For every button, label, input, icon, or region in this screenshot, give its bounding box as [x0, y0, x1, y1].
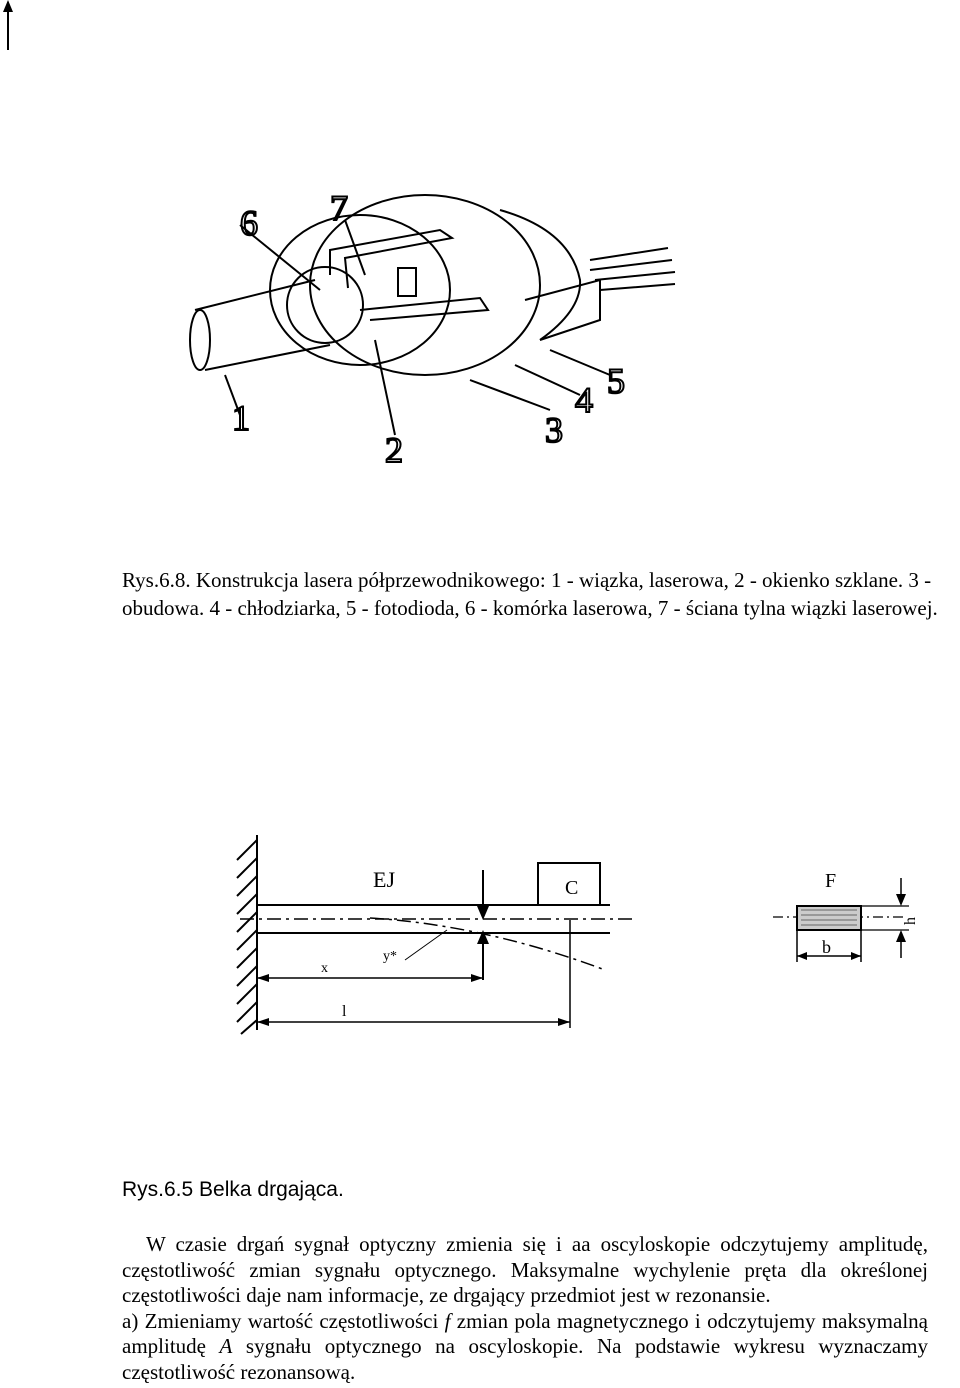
figure-caption-beam: Rys.6.5 Belka drgająca.: [122, 1178, 344, 1201]
label-b: b: [822, 937, 831, 957]
label-f: F: [825, 870, 837, 892]
paragraph-2-end: sygnału optycznego na oscyloskopie. Na podstawie wykresu wyznaczamy częstotliwość rezonansową.: [122, 1334, 928, 1384]
body-text: [122, 1232, 928, 1385]
label-h: h: [902, 917, 919, 925]
paragraph-2-mid: zmian pola magnetycznego i odczytujemy maksymalną amplitudę: [122, 1308, 928, 1358]
label-y: y*: [383, 949, 397, 964]
symbol-a: A: [219, 1334, 233, 1358]
vibrating-beam-figure: [225, 830, 945, 1035]
laser-construction-figure: [170, 180, 690, 470]
callout-7: 7: [330, 188, 348, 228]
callout-1: 1: [232, 398, 250, 438]
window-circle: [287, 267, 363, 343]
label-c: C: [565, 877, 579, 899]
label-x: x: [321, 961, 328, 976]
margin-arrow-icon: [0, 0, 20, 60]
callout-3: 3: [545, 410, 563, 450]
bracket: [330, 230, 452, 288]
beam-end: [190, 310, 210, 370]
callout-6: 6: [240, 203, 258, 243]
leads: [590, 248, 675, 290]
callout-4: 4: [575, 380, 593, 420]
figure-caption-laser: Rys.6.8. Konstrukcja lasera półprzewodnikowego: 1 - wiązka, laserowa, 2 - okienko szklane. 3 - obudowa. 4 - chłodziarka, 5 - fotodioda, 6 - komórka laserowa, 7 - ściana tylna wiązki laserowej.: [122, 568, 938, 620]
callout-5: 5: [607, 361, 625, 401]
paragraph-1: W czasie drgań sygnał optyczny zmienia się i aa oscyloskopie odczytujemy amplitudę, częstotliwość zmian sygnału optycznego. Maksymalne wychylenie pręta dla określonej częstotliwości daje nam informacje, ze drgający przedmiot jest w rezonansie.: [122, 1232, 928, 1307]
paragraph-2: [122, 1309, 928, 1386]
wall-hatching: [237, 835, 257, 1034]
label-l: l: [342, 1003, 347, 1020]
paragraph-2-start: a) Zmieniamy wartość częstotliwości: [122, 1308, 445, 1333]
label-ej: EJ: [373, 867, 395, 892]
bracket-lower: [360, 298, 488, 320]
callout-2: 2: [385, 430, 403, 470]
symbol-f: f: [444, 1308, 451, 1333]
laser-cell: [398, 268, 416, 296]
